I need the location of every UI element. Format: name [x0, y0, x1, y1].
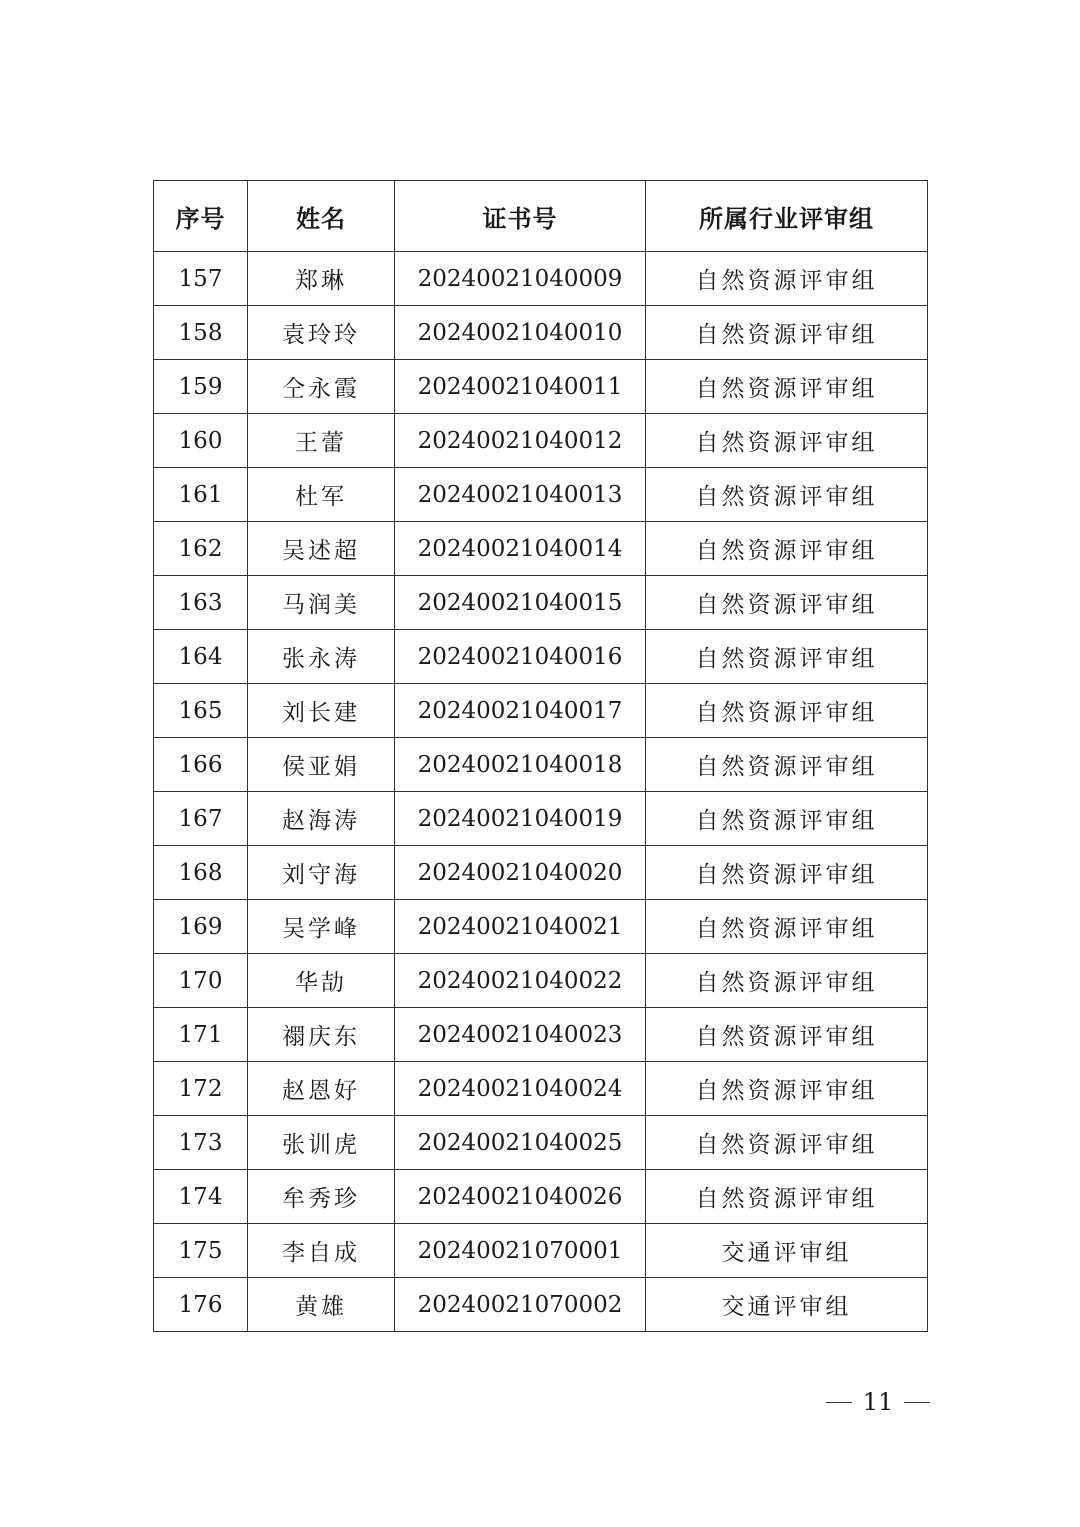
table-row — [154, 846, 928, 900]
review-group-cell: 自然资源评审组 — [646, 1008, 928, 1062]
certificate-number-cell: 20240021040011 — [395, 360, 646, 414]
table-row — [154, 360, 928, 414]
review-group-cell: 自然资源评审组 — [646, 468, 928, 522]
table-body — [154, 252, 928, 1332]
certificate-number-cell: 20240021040024 — [395, 1062, 646, 1116]
header-name: 姓名 — [248, 181, 395, 252]
serial-number-cell: 172 — [154, 1062, 248, 1116]
name-cell: 张训虎 — [248, 1116, 395, 1170]
table-row — [154, 1116, 928, 1170]
name-cell: 张永涛 — [248, 630, 395, 684]
header-certificate-number: 证书号 — [395, 181, 646, 252]
table-row — [154, 684, 928, 738]
certificate-number-cell: 20240021040020 — [395, 846, 646, 900]
review-group-cell: 自然资源评审组 — [646, 414, 928, 468]
name-cell: 王蕾 — [248, 414, 395, 468]
review-group-cell: 交通评审组 — [646, 1224, 928, 1278]
review-group-cell: 自然资源评审组 — [646, 576, 928, 630]
table-row — [154, 252, 928, 306]
serial-number-cell: 170 — [154, 954, 248, 1008]
serial-number-cell: 168 — [154, 846, 248, 900]
certificate-number-cell: 20240021040016 — [395, 630, 646, 684]
certificate-number-cell: 20240021040023 — [395, 1008, 646, 1062]
certificate-table — [153, 180, 928, 1332]
table-row — [154, 630, 928, 684]
serial-number-cell: 174 — [154, 1170, 248, 1224]
review-group-cell: 自然资源评审组 — [646, 1062, 928, 1116]
header-review-group: 所属行业评审组 — [646, 181, 928, 252]
certificate-number-cell: 20240021040019 — [395, 792, 646, 846]
table-row — [154, 576, 928, 630]
table-row — [154, 1278, 928, 1332]
review-group-cell: 自然资源评审组 — [646, 306, 928, 360]
header-serial-number: 序号 — [154, 181, 248, 252]
table-row — [154, 954, 928, 1008]
page-number-right-dash — [904, 1402, 930, 1403]
table-row — [154, 1008, 928, 1062]
table-row — [154, 1224, 928, 1278]
serial-number-cell: 166 — [154, 738, 248, 792]
review-group-cell: 交通评审组 — [646, 1278, 928, 1332]
serial-number-cell: 161 — [154, 468, 248, 522]
serial-number-cell: 164 — [154, 630, 248, 684]
name-cell: 刘守海 — [248, 846, 395, 900]
table-row — [154, 900, 928, 954]
name-cell: 杜军 — [248, 468, 395, 522]
table-row — [154, 306, 928, 360]
certificate-number-cell: 20240021040009 — [395, 252, 646, 306]
certificate-number-cell: 20240021040026 — [395, 1170, 646, 1224]
certificate-number-cell: 20240021040025 — [395, 1116, 646, 1170]
serial-number-cell: 162 — [154, 522, 248, 576]
review-group-cell: 自然资源评审组 — [646, 522, 928, 576]
name-cell: 吴述超 — [248, 522, 395, 576]
review-group-cell: 自然资源评审组 — [646, 846, 928, 900]
name-cell: 禤庆东 — [248, 1008, 395, 1062]
name-cell: 赵海涛 — [248, 792, 395, 846]
serial-number-cell: 167 — [154, 792, 248, 846]
table-row — [154, 792, 928, 846]
serial-number-cell: 165 — [154, 684, 248, 738]
table-row — [154, 1170, 928, 1224]
review-group-cell: 自然资源评审组 — [646, 1170, 928, 1224]
certificate-number-cell: 20240021070001 — [395, 1224, 646, 1278]
name-cell: 牟秀珍 — [248, 1170, 395, 1224]
serial-number-cell: 176 — [154, 1278, 248, 1332]
review-group-cell: 自然资源评审组 — [646, 630, 928, 684]
name-cell: 郑琳 — [248, 252, 395, 306]
name-cell: 华劼 — [248, 954, 395, 1008]
review-group-cell: 自然资源评审组 — [646, 360, 928, 414]
name-cell: 黄雄 — [248, 1278, 395, 1332]
page-number-left-dash — [826, 1402, 852, 1403]
table-row — [154, 468, 928, 522]
serial-number-cell: 171 — [154, 1008, 248, 1062]
name-cell: 李自成 — [248, 1224, 395, 1278]
serial-number-cell: 159 — [154, 360, 248, 414]
certificate-number-cell: 20240021040021 — [395, 900, 646, 954]
name-cell: 赵恩好 — [248, 1062, 395, 1116]
certificate-number-cell: 20240021040013 — [395, 468, 646, 522]
review-group-cell: 自然资源评审组 — [646, 1116, 928, 1170]
review-group-cell: 自然资源评审组 — [646, 252, 928, 306]
certificate-number-cell: 20240021040018 — [395, 738, 646, 792]
name-cell: 马润美 — [248, 576, 395, 630]
serial-number-cell: 175 — [154, 1224, 248, 1278]
certificate-number-cell: 20240021040014 — [395, 522, 646, 576]
review-group-cell: 自然资源评审组 — [646, 792, 928, 846]
review-group-cell: 自然资源评审组 — [646, 954, 928, 1008]
name-cell: 袁玲玲 — [248, 306, 395, 360]
serial-number-cell: 173 — [154, 1116, 248, 1170]
certificate-number-cell: 20240021040015 — [395, 576, 646, 630]
page-number — [826, 1388, 930, 1416]
table-row — [154, 738, 928, 792]
name-cell: 刘长建 — [248, 684, 395, 738]
serial-number-cell: 169 — [154, 900, 248, 954]
serial-number-cell: 160 — [154, 414, 248, 468]
review-group-cell: 自然资源评审组 — [646, 738, 928, 792]
name-cell: 仝永霞 — [248, 360, 395, 414]
review-group-cell: 自然资源评审组 — [646, 900, 928, 954]
serial-number-cell: 158 — [154, 306, 248, 360]
serial-number-cell: 157 — [154, 252, 248, 306]
certificate-number-cell: 20240021040010 — [395, 306, 646, 360]
review-group-cell: 自然资源评审组 — [646, 684, 928, 738]
certificate-number-cell: 20240021040017 — [395, 684, 646, 738]
name-cell: 侯亚娟 — [248, 738, 395, 792]
certificate-number-cell: 20240021040022 — [395, 954, 646, 1008]
certificate-number-cell: 20240021040012 — [395, 414, 646, 468]
table-row — [154, 522, 928, 576]
table-header-row — [154, 181, 928, 252]
table-row — [154, 1062, 928, 1116]
table-row — [154, 414, 928, 468]
name-cell: 吴学峰 — [248, 900, 395, 954]
certificate-number-cell: 20240021070002 — [395, 1278, 646, 1332]
serial-number-cell: 163 — [154, 576, 248, 630]
page-number-value: 11 — [862, 1388, 894, 1416]
